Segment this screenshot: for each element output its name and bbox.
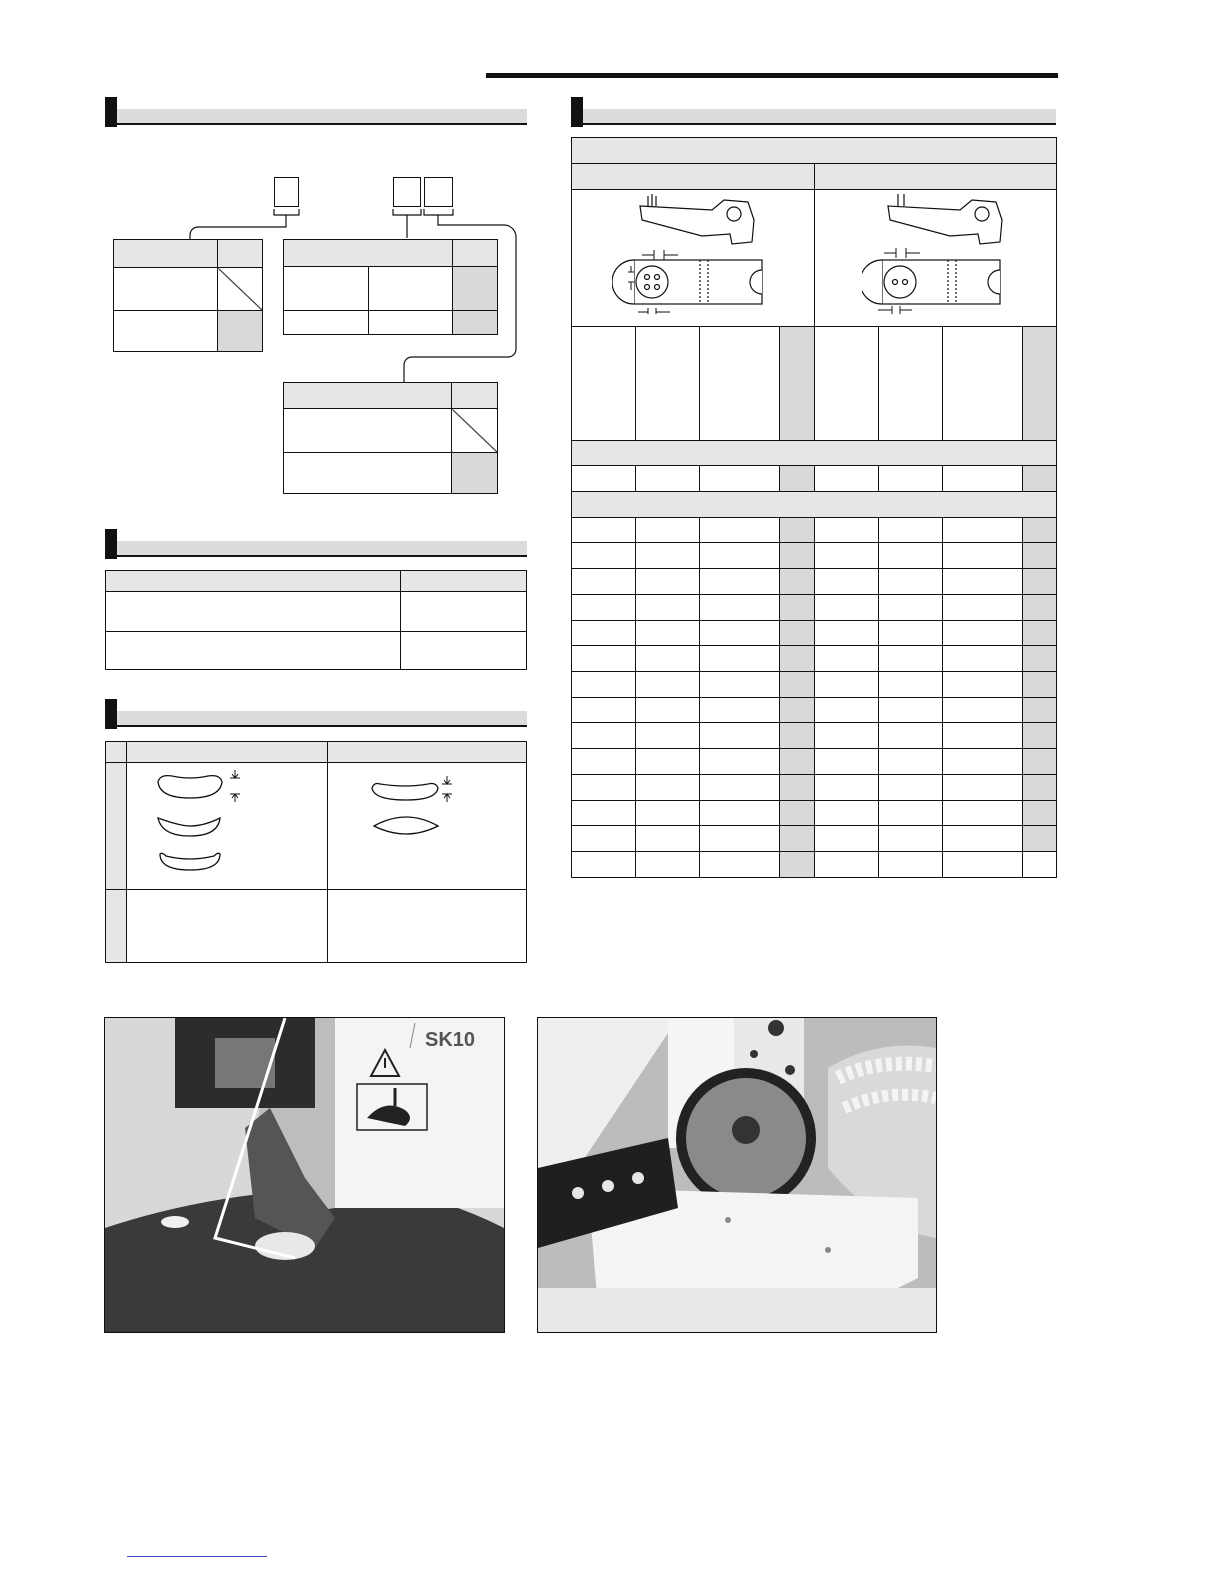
option-table-a bbox=[113, 239, 263, 352]
header-rule bbox=[486, 73, 1058, 78]
code-box-2 bbox=[393, 177, 421, 207]
code-box-1 bbox=[274, 177, 299, 207]
photo-sewing-head bbox=[104, 1017, 505, 1333]
photo-button-feeder bbox=[537, 1017, 937, 1333]
button-shape-drawings-left bbox=[150, 770, 250, 875]
dimension-arrow-icon bbox=[230, 770, 240, 802]
section-header-button-shapes bbox=[105, 699, 527, 729]
code-box-3 bbox=[424, 177, 453, 207]
dimension-arrow-icon bbox=[442, 776, 452, 802]
section-header-clamp-table bbox=[571, 97, 1056, 127]
section-header-model-code bbox=[105, 97, 527, 127]
option-table-c bbox=[283, 382, 498, 494]
button-shape-drawings-right bbox=[366, 770, 466, 840]
section-header-specs bbox=[105, 529, 527, 559]
svg-text:SK10: SK10 bbox=[425, 1029, 476, 1051]
footer-link-underline[interactable] bbox=[127, 1556, 267, 1557]
option-table-b bbox=[283, 239, 498, 335]
four-hole-clamp-drawing bbox=[612, 190, 772, 320]
two-hole-clamp-drawing bbox=[862, 190, 1022, 320]
spec-table bbox=[105, 570, 527, 670]
